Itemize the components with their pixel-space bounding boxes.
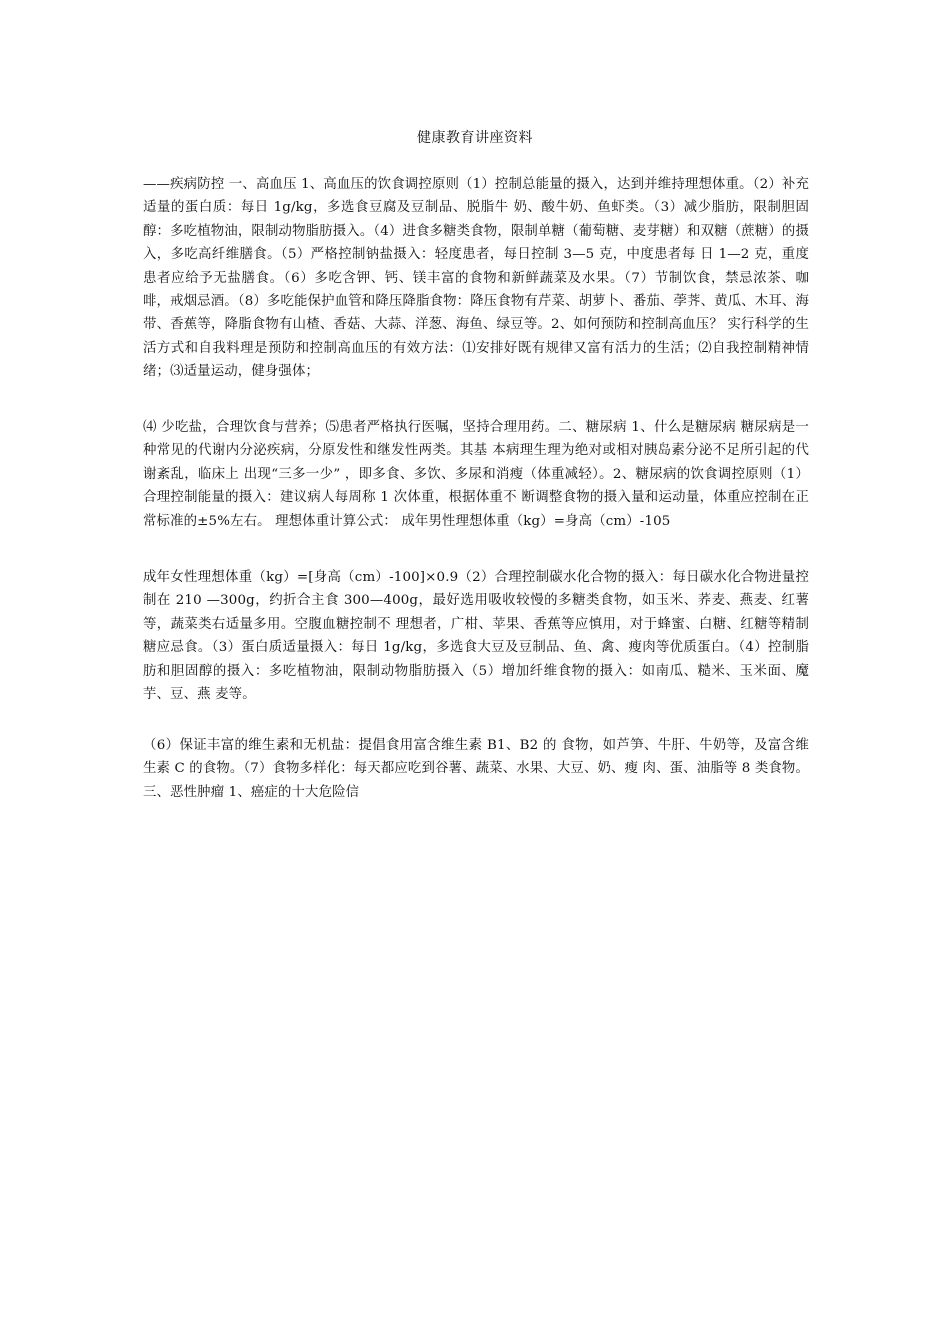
paragraph-diabetes-diet: 成年女性理想体重（kg）=[身高（cm）-100]×0.9（2）合理控制碳水化合物的摄入：每日碳水化合物进量控制在 210 —300g，约折合主食 300—400g，最好选用吸收较慢的多糖类食物，如玉米、荞麦、燕麦、红薯等，蔬菜类右适量多用。空腹血糖控制不 理想者，广柑、苹果、香蕉等应慎用，对于蜂蜜、白糖、红糖等精制 糖应忌食。（3）蛋白质适量摄入：每日 1g/kg，多选食大豆及豆制品、鱼、禽、瘦肉等优质蛋白。（4）控制脂肪和胆固醇的摄入：多吃植物油，限制动物脂肪摄入（5）增加纤维食物的摄入：如南瓜、糙米、玉米面、魔芋、豆、燕 麦等。 — [143, 570, 809, 703]
document-title: 健康教育讲座资料 — [417, 130, 533, 146]
paragraph-vitamins-tumor: （6）保证丰富的维生素和无机盐：提倡食用富含维生素 B1、B2 的 食物，如芦笋、牛肝、牛奶等，及富含维生素 C 的食物。（7）食物多样化：每天都应吃到谷薯、蔬菜、水果、大豆、奶、瘦 肉、蛋、油脂等 8 类食物。三、恶性肿瘤 1、癌症的十大危险信 — [143, 738, 809, 800]
paragraph-diabetes-intro: ⑷ 少吃盐，合理饮食与营养；⑸患者严格执行医嘱，坚持合理用药。二、糖尿病 1、什么是糖尿病 糖尿病是一种常见的代谢内分泌疾病，分原发性和继发性两类。其基 本病理生理为绝对或相对胰岛素分泌不足所引起的代谢紊乱，临床上 出现“三多一少” ，即多食、多饮、多尿和消瘦（体重减轻）。2、糖尿病的饮食调控原则（1）合理控制能量的摄入：建议病人每周称 1 次体重，根据体重不 断调整食物的摄入量和运动量，体重应控制在正常标准的±5%左右。 理想体重计算公式： 成年男性理想体重（kg）=身高（cm）-105 — [143, 420, 809, 529]
paragraph-hypertension: ——疾病防控 一、高血压 1、高血压的饮食调控原则（1）控制总能量的摄入，达到并维持理想体重。（2）补充适量的蛋白质：每日 1g/kg，多选食豆腐及豆制品、脱脂牛 奶、酸牛奶、鱼虾类。（3）减少脂肪，限制胆固醇：多吃植物油，限制动物脂肪摄入。（4）进食多糖类食物，限制单糖（葡萄糖、麦芽糖）和双糖（蔗糖）的摄入，多吃高纤维膳食。（5）严格控制钠盐摄入：轻度患者，每日控制 3—5 克，中度患者每 日 1—2 克，重度患者应给予无盐膳食。（6）多吃含钾、钙、镁丰富的食物和新鲜蔬菜及水果。（7）节制饮食，禁忌浓茶、咖啡，戒烟忌酒。（8）多吃能保护血管和降压降脂食物：降压食物有芹菜、胡萝卜、番茄、荸荠、黄瓜、木耳、海带、香蕉等，降脂食物有山楂、香菇、大蒜、洋葱、海鱼、绿豆等。2、如何预防和控制高血压？ 实行科学的生活方式和自我料理是预防和控制高血压的有效方法：⑴安排好既有规律又富有活力的生活；⑵自我控制精神情绪；⑶适量运动，健身强体； — [143, 177, 809, 380]
